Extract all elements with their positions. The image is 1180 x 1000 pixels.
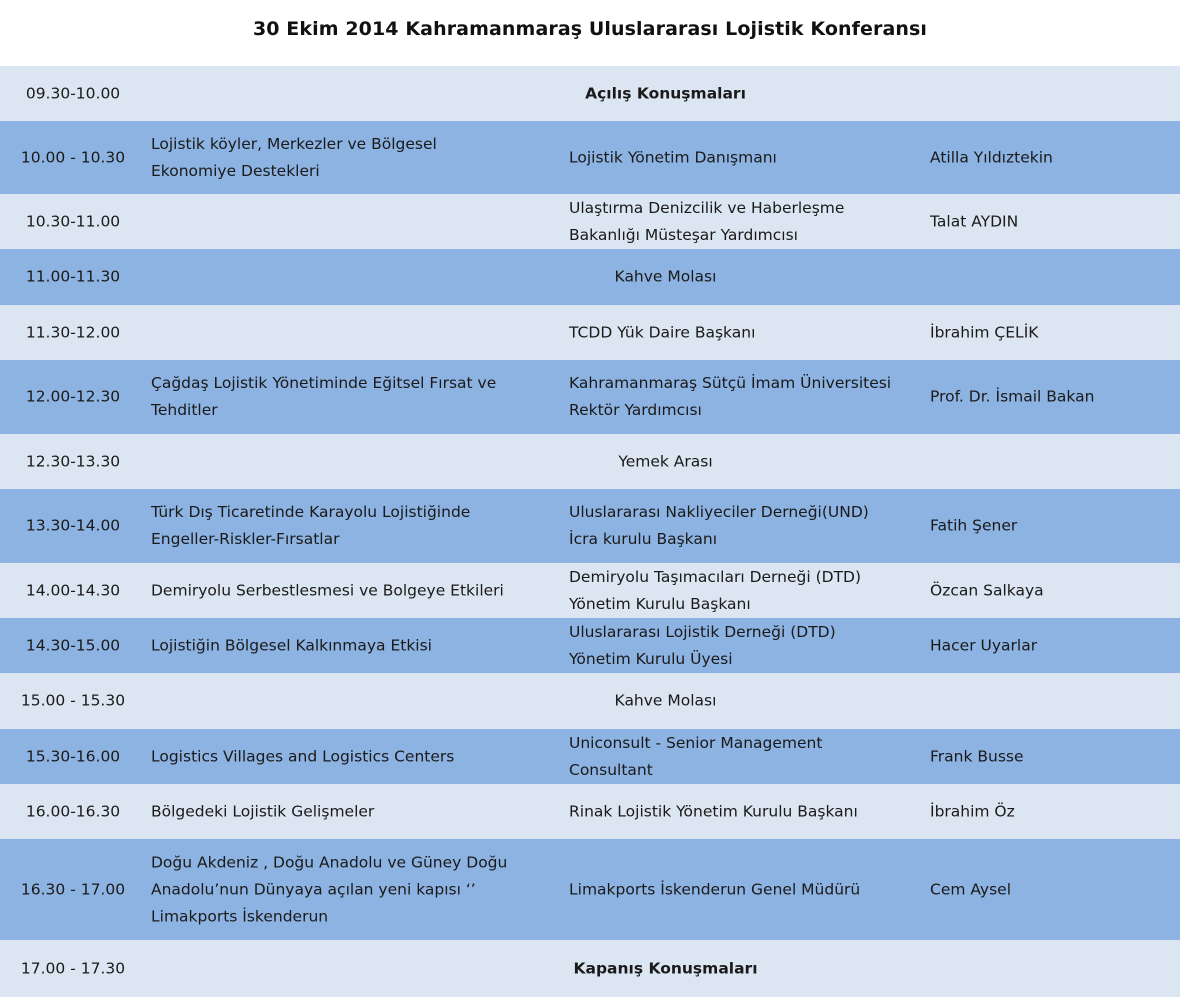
- session-break-label: Açılış Konuşmaları: [585, 84, 746, 102]
- speaker-name: Prof. Dr. İsmail Bakan: [930, 387, 1095, 406]
- speaker-name: Özcan Salkaya: [930, 581, 1044, 599]
- schedule-row: [0, 839, 1180, 940]
- time-slot: 17.00 - 17.30: [20, 959, 126, 977]
- talk-topic-line: Çağdaş Lojistik Yönetiminde Eğitsel Fırsat ve: [151, 374, 497, 392]
- session-break-label: Yemek Arası: [618, 452, 713, 470]
- speaker-role: [569, 876, 921, 903]
- speaker-role-line: Uluslararası Lojistik Derneği (DTD): [569, 622, 836, 641]
- talk-topic-line: Demiryolu Serbestlesmesi ve Bolgeye Etkileri: [151, 581, 504, 599]
- time-slot: 14.00-14.30: [25, 581, 121, 599]
- talk-topic-line: Bölgedeki Lojistik Gelişmeler: [151, 802, 375, 820]
- talk-topic: [151, 849, 551, 930]
- talk-topic-line: Lojistik köyler, Merkezler ve Bölgesel: [151, 134, 437, 153]
- speaker-name: İbrahim Öz: [930, 802, 1015, 820]
- speaker-role: [569, 798, 921, 825]
- schedule-row: [0, 121, 1180, 194]
- speaker-name: Atilla Yıldıztekin: [930, 148, 1053, 166]
- talk-topic: [151, 131, 551, 185]
- time-slot: 11.00-11.30: [25, 267, 121, 286]
- talk-topic-line: Tehditler: [151, 401, 218, 419]
- time-slot: 16.30 - 17.00: [20, 880, 126, 898]
- time-slot: 14.30-15.00: [25, 636, 121, 654]
- talk-topic: [151, 577, 551, 604]
- schedule-row: [0, 673, 1180, 729]
- time-slot: 12.00-12.30: [25, 387, 121, 406]
- speaker-role-line: Rektör Yardımcısı: [569, 401, 702, 419]
- speaker-name: İbrahim ÇELİK: [930, 323, 1039, 341]
- speaker-role: [569, 619, 921, 673]
- talk-topic-line: Doğu Akdeniz , Doğu Anadolu ve Güney Doğu: [151, 853, 508, 871]
- speaker-name: Hacer Uyarlar: [930, 636, 1038, 654]
- session-break-label: Kapanış Konuşmaları: [573, 959, 758, 977]
- schedule-row: [0, 729, 1180, 784]
- time-slot: 11.30-12.00: [25, 323, 121, 341]
- speaker-role: [569, 499, 921, 553]
- schedule-row: [0, 249, 1180, 305]
- speaker-role-line: TCDD Yük Daire Başkanı: [569, 323, 756, 341]
- talk-topic: [151, 798, 551, 825]
- time-slot: 12.30-13.30: [25, 452, 121, 470]
- time-slot: 13.30-14.00: [25, 516, 121, 535]
- speaker-role-line: Limakports İskenderun Genel Müdürü: [569, 880, 861, 898]
- speaker-role-line: Rinak Lojistik Yönetim Kurulu Başkanı: [569, 802, 858, 820]
- time-slot: 15.00 - 15.30: [20, 691, 126, 710]
- speaker-name: Talat AYDIN: [930, 212, 1019, 230]
- speaker-role-line: İcra kurulu Başkanı: [569, 530, 718, 548]
- time-slot: 15.30-16.00: [25, 747, 121, 765]
- speaker-role: [569, 564, 921, 618]
- schedule-row: [0, 360, 1180, 434]
- time-slot: 10.30-11.00: [25, 212, 121, 230]
- schedule-row: [0, 563, 1180, 618]
- schedule-row: [0, 940, 1180, 997]
- page-title: 30 Ekim 2014 Kahramanmaraş Uluslararası Lojistik Konferansı: [252, 18, 928, 40]
- talk-topic-line: Türk Dış Ticaretinde Karayolu Lojistiğinde: [151, 503, 471, 521]
- speaker-name: Fatih Şener: [930, 516, 1018, 535]
- speaker-name: Frank Busse: [930, 747, 1024, 765]
- time-slot: 09.30-10.00: [25, 84, 121, 102]
- speaker-role: [569, 144, 921, 171]
- talk-topic-line: Logistics Villages and Logistics Centers: [151, 747, 455, 765]
- speaker-role-line: Uluslararası Nakliyeciler Derneği(UND): [569, 503, 869, 521]
- talk-topic-line: Engeller-Riskler-Fırsatlar: [151, 530, 340, 548]
- time-slot: 16.00-16.30: [25, 802, 121, 820]
- speaker-role-line: Demiryolu Taşımacıları Derneği (DTD): [569, 567, 862, 586]
- speaker-role-line: Bakanlığı Müsteşar Yardımcısı: [569, 225, 798, 244]
- talk-topic: [151, 370, 551, 424]
- time-slot: 10.00 - 10.30: [20, 148, 126, 166]
- speaker-role: [569, 319, 921, 346]
- speaker-role-line: Yönetim Kurulu Üyesi: [569, 649, 733, 668]
- speaker-role: [569, 730, 921, 784]
- schedule-row: [0, 305, 1180, 360]
- speaker-name: Cem Aysel: [930, 880, 1012, 898]
- schedule-row: [0, 194, 1180, 249]
- talk-topic-line: Anadolu’nun Dünyaya açılan yeni kapısı ‘’: [151, 880, 476, 898]
- schedule-row: [0, 489, 1180, 563]
- speaker-role-line: Consultant: [569, 760, 653, 779]
- speaker-role-line: Uniconsult - Senior Management: [569, 733, 823, 752]
- talk-topic: [151, 499, 551, 553]
- talk-topic-line: Lojistiğin Bölgesel Kalkınmaya Etkisi: [151, 636, 432, 654]
- schedule-row: [0, 618, 1180, 673]
- session-break-label: Kahve Molası: [614, 267, 717, 286]
- talk-topic-line: Limakports İskenderun: [151, 907, 329, 925]
- schedule-row: [0, 434, 1180, 489]
- speaker-role-line: Lojistik Yönetim Danışmanı: [569, 148, 777, 166]
- speaker-role: [569, 195, 921, 249]
- schedule-table: [0, 66, 1180, 997]
- talk-topic: [151, 743, 551, 770]
- speaker-role-line: Yönetim Kurulu Başkanı: [569, 594, 751, 613]
- speaker-role-line: Kahramanmaraş Sütçü İmam Üniversitesi: [569, 374, 892, 392]
- schedule-row: [0, 784, 1180, 839]
- talk-topic-line: Ekonomiye Destekleri: [151, 161, 320, 180]
- speaker-role-line: Ulaştırma Denizcilik ve Haberleşme: [569, 198, 845, 217]
- talk-topic: [151, 632, 551, 659]
- session-break-label: Kahve Molası: [614, 691, 717, 710]
- schedule-row: [0, 66, 1180, 121]
- speaker-role: [569, 370, 921, 424]
